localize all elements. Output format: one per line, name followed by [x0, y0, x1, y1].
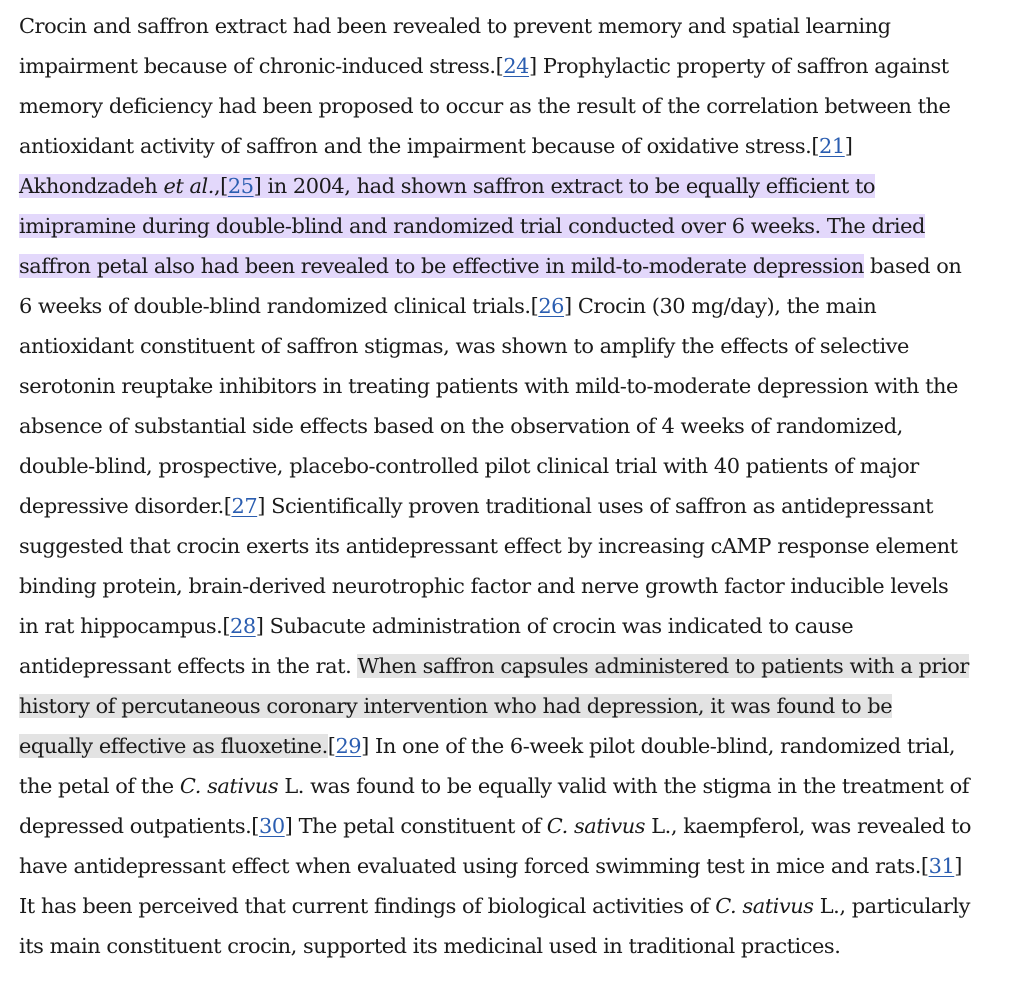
text-segment: based on	[863, 254, 962, 278]
citation-link[interactable]: 31	[928, 854, 955, 878]
text-segment: absence of substantial side effects based on the observation of 4 weeks of randomized,	[19, 414, 903, 438]
text-line	[19, 846, 1009, 886]
text-segment: have antidepressant effect when evaluated using forced swimming test in mice and rats.[	[19, 854, 929, 878]
text-segment: antioxidant constituent of saffron stigmas, was shown to amplify the effects of selective	[19, 334, 909, 358]
citation-link[interactable]: 21	[819, 134, 845, 158]
text-line	[19, 246, 1009, 286]
citation-link[interactable]: 27	[231, 494, 258, 518]
text-segment: the petal of the	[19, 774, 180, 798]
text-line	[19, 766, 1009, 806]
highlighted-text: history of percutaneous coronary intervention who had depression, it was found to be	[19, 694, 893, 718]
text-segment: 6 weeks of double-blind randomized clinical trials.[	[19, 294, 539, 318]
text-line	[19, 406, 1009, 446]
text-line	[19, 486, 1009, 526]
text-line	[19, 566, 1009, 606]
text-segment: It has been perceived that current findings of biological activities of	[19, 894, 716, 918]
text-segment: L., kaempferol, was revealed to	[645, 814, 972, 838]
text-segment: L., particularly	[813, 894, 970, 918]
text-segment: suggested that crocin exerts its antidepressant effect by increasing cAMP response element	[19, 534, 958, 558]
text-segment: ]	[844, 134, 853, 158]
text-line	[19, 606, 1009, 646]
text-segment: serotonin reuptake inhibitors in treating patients with mild-to-moderate depression with the	[19, 374, 958, 398]
citation-link[interactable]: 29	[335, 734, 362, 758]
text-segment: ] Scientifically proven traditional uses of saffron as antidepressant	[257, 494, 934, 518]
italic-text: C. sativus	[179, 774, 279, 798]
text-segment: its main constituent crocin, supported its medicinal used in traditional practices.	[19, 934, 841, 958]
text-line	[19, 126, 1009, 166]
text-segment: memory deficiency had been proposed to occur as the result of the correlation between the	[19, 94, 951, 118]
text-segment: ]	[954, 854, 962, 878]
citation-link[interactable]: 30	[258, 814, 285, 838]
highlighted-text: equally effective as fluoxetine.	[19, 734, 328, 758]
highlighted-text: ,[	[213, 174, 228, 198]
highlighted-text: ] in 2004, had shown saffron extract to be equally efficient to	[253, 174, 876, 198]
text-segment: impairment because of chronic-induced stress.[	[19, 54, 504, 78]
text-segment: Crocin and saffron extract had been revealed to prevent memory and spatial learning	[19, 14, 891, 38]
article-body	[19, 6, 1009, 966]
text-line	[19, 646, 1009, 686]
citation-link[interactable]: 24	[503, 54, 530, 78]
text-segment: ] Prophylactic property of saffron against	[529, 54, 949, 78]
text-line	[19, 886, 1009, 926]
text-segment: ] Crocin (30 mg/day), the main	[564, 294, 877, 318]
citation-link[interactable]: 25	[227, 174, 254, 198]
highlighted-text: imipramine during double-blind and randomized trial conducted over 6 weeks. The dried	[19, 214, 925, 238]
text-line	[19, 86, 1009, 126]
text-segment: in rat hippocampus.[	[19, 614, 231, 638]
citation-link[interactable]: 26	[538, 294, 564, 318]
text-segment: ] The petal constituent of	[284, 814, 547, 838]
highlighted-text: Akhondzadeh	[19, 174, 164, 198]
text-segment: double-blind, prospective, placebo-controlled pilot clinical trial with 40 patients of major	[19, 454, 919, 478]
text-line	[19, 286, 1009, 326]
italic-text: C. sativus	[546, 814, 646, 838]
text-line	[19, 166, 1009, 206]
citation-link[interactable]: 28	[230, 614, 256, 638]
highlighted-text: saffron petal also had been revealed to be effective in mild-to-moderate depression	[19, 254, 864, 278]
highlighted-text: et al.	[163, 174, 214, 198]
text-line	[19, 526, 1009, 566]
text-segment: antioxidant activity of saffron and the impairment because of oxidative stress.[	[19, 134, 820, 158]
text-line	[19, 366, 1009, 406]
text-segment: depressive disorder.[	[19, 494, 232, 518]
text-line	[19, 206, 1009, 246]
text-segment: ] In one of the 6-week pilot double-blind, randomized trial,	[361, 734, 956, 758]
text-line	[19, 686, 1009, 726]
article-paragraph	[19, 6, 1009, 966]
text-segment: binding protein, brain-derived neurotrophic factor and nerve growth factor inducible levels	[19, 574, 949, 598]
text-line	[19, 446, 1009, 486]
text-line	[19, 926, 1009, 966]
italic-text: C. sativus	[715, 894, 814, 918]
text-line	[19, 806, 1009, 846]
text-segment: antidepressant effects in the rat.	[19, 654, 358, 678]
text-line	[19, 46, 1009, 86]
text-segment: ] Subacute administration of crocin was indicated to cause	[255, 614, 854, 638]
text-segment: [	[327, 734, 336, 758]
text-line	[19, 6, 1009, 46]
text-segment: depressed outpatients.[	[19, 814, 259, 838]
text-line	[19, 726, 1009, 766]
highlighted-text: When saffron capsules administered to patients with a prior	[357, 654, 969, 678]
text-segment: L. was found to be equally valid with the stigma in the treatment of	[278, 774, 970, 798]
text-line	[19, 326, 1009, 366]
